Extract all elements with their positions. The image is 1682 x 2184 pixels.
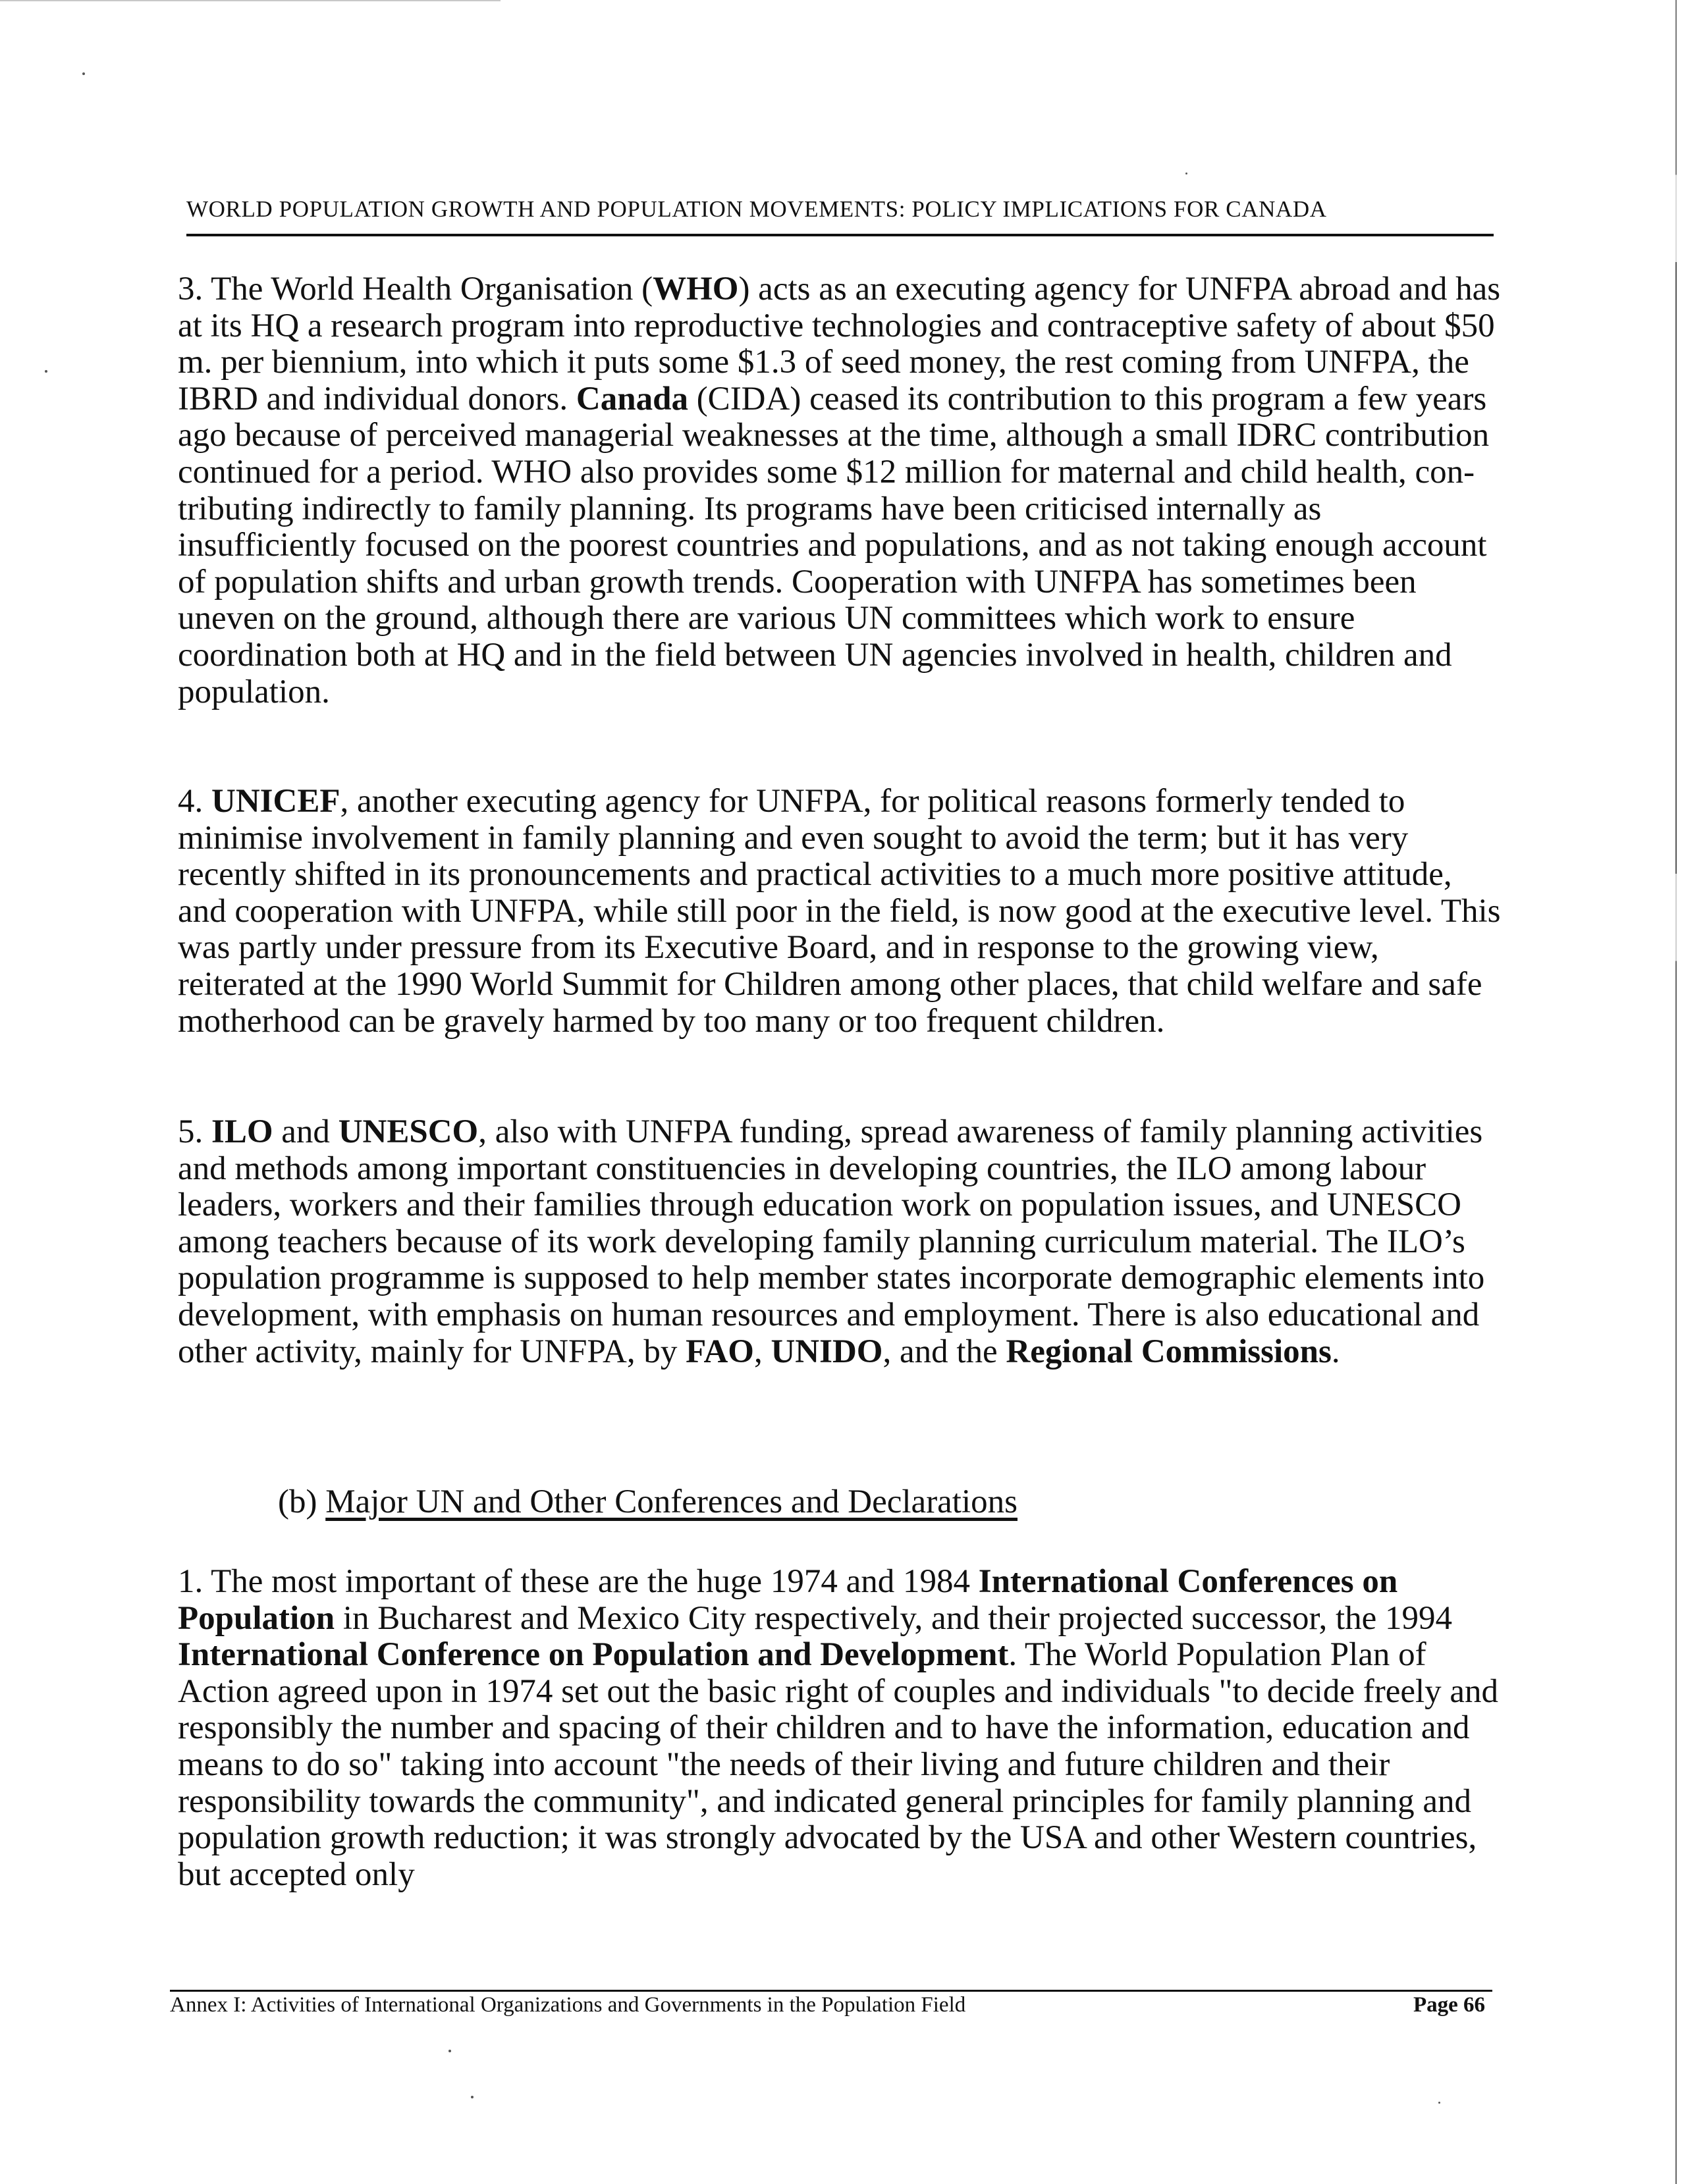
text-run: (CIDA) ceased its contribution to this program a few years ago because of perceived managerial weaknesses at the time, although a small IDRC contribution continued for a period. WHO also provides some $12 million for maternal and child health, con-tributing indirectly to family planning. Its programs have been criticised internally as insufficiently focused on the poorest countries and populations, and as not taking enough account of population shifts and urban growth trends. Cooperation with UNFPA has sometimes been uneven on the ground, although there are various UN committees which work to ensure coordination both at HQ and in the field between UN agencies involved in health, children and population. (178, 380, 1490, 710)
bold-term: Regional Commissions (1006, 1333, 1332, 1370)
footer-annex-label: Annex I: Activities of International Organizations and Governments in the Population Field (170, 1993, 966, 2017)
footer-page-number: Page 66 (1413, 1993, 1486, 2017)
paragraph-text (178, 1564, 1502, 1893)
bold-term: ILO (211, 1113, 273, 1150)
scan-speck (82, 72, 85, 75)
bold-term: FAO (686, 1333, 754, 1370)
text-run: 5. (178, 1113, 211, 1150)
text-run: 3. The World Health Organisation ( (178, 271, 653, 307)
text-run: . (1331, 1333, 1340, 1370)
scan-speck (45, 370, 47, 373)
scan-speck (448, 2050, 451, 2052)
paragraph-ilo-unesco (178, 1114, 1502, 1370)
scan-speck (471, 2096, 474, 2098)
bold-term: Canada (576, 380, 688, 417)
paragraph-unicef (178, 784, 1502, 1040)
paragraph-who (178, 271, 1502, 710)
paragraph-text (178, 271, 1502, 710)
text-run: , also with UNFPA funding, spread awareness of family planning activities and methods among important constituencies in developing countries, the ILO among labour leaders, workers and their families through education work on population issues, and UNESCO among teachers because of its work developing family planning curriculum material. The ILO’s population programme is supposed to help member states incorporate demographic elements into development, with emphasis on human resources and employment. There is also educational and other activity, mainly for UNFPA, by (178, 1113, 1485, 1370)
paragraph-text (178, 784, 1502, 1040)
text-run: . The World Population Plan of Action agreed upon in 1974 set out the basic right of couples and individuals "to decide freely and responsibly the number and spacing of their children and to have the information, education and means to do so" taking into account "the needs of their living and future children and their responsibility towards the community", and indicated general principles for family planning and population growth reduction; it was strongly advocated by the USA and other Western countries, but accepted only (178, 1636, 1499, 1893)
text-run: and (273, 1113, 339, 1150)
text-run: , and the (882, 1333, 1006, 1370)
bold-term: UNIDO (771, 1333, 883, 1370)
bold-term: UNICEF (211, 783, 340, 820)
scan-edge-top (0, 0, 501, 1)
bold-term: International Conference on Population and Development (178, 1636, 1009, 1674)
section-marker: (b) (278, 1483, 317, 1520)
bold-term: International Conferences on Population (178, 1563, 1398, 1637)
header-rule (186, 234, 1494, 236)
text-run: ) acts as an executing agency for UNFPA abroad and has at its HQ a research program into reproductive technologies and contraceptive safety of about $50 m. per biennium, into which it puts some $1.3 of seed money, the rest coming from UNFPA, the IBRD and individual donors. (178, 271, 1501, 417)
scan-speck (1438, 2102, 1440, 2104)
paragraph-text (178, 1114, 1502, 1370)
text-run: , (753, 1333, 771, 1370)
text-run: , another executing agency for UNFPA, for political reasons formerly tended to minimise involvement in family planning and even sought to avoid the term; but it has very recently shifted in its pronouncements and practical activities to a much more positive attitude, and cooperation with UNFPA, while still poor in the field, is now good at the executive level. This was partly under pressure from its Executive Board, and in response to the growing view, reiterated at the 1990 World Summit for Children among other places, that child welfare and safe motherhood can be gravely harmed by too many or too frequent children. (178, 783, 1501, 1040)
text-run: 1. The most important of these are the huge 1974 and 1984 (178, 1563, 979, 1600)
running-header: WORLD POPULATION GROWTH AND POPULATION MOVEMENTS: POLICY IMPLICATIONS FOR CANADA (186, 196, 1327, 222)
paragraph-conferences (178, 1564, 1502, 1893)
bold-term: UNESCO (338, 1113, 479, 1150)
section-heading (278, 1483, 1017, 1521)
text-run: in Bucharest and Mexico City respectively, and their projected successor, the 1994 (335, 1599, 1453, 1637)
scan-speck (1185, 173, 1187, 174)
text-run: 4. (178, 783, 211, 820)
section-title: Major UN and Other Conferences and Declarations (325, 1483, 1017, 1520)
footer-rule (170, 1990, 1492, 1992)
scan-edge-right (1675, 0, 1677, 2184)
bold-term: WHO (653, 271, 739, 307)
